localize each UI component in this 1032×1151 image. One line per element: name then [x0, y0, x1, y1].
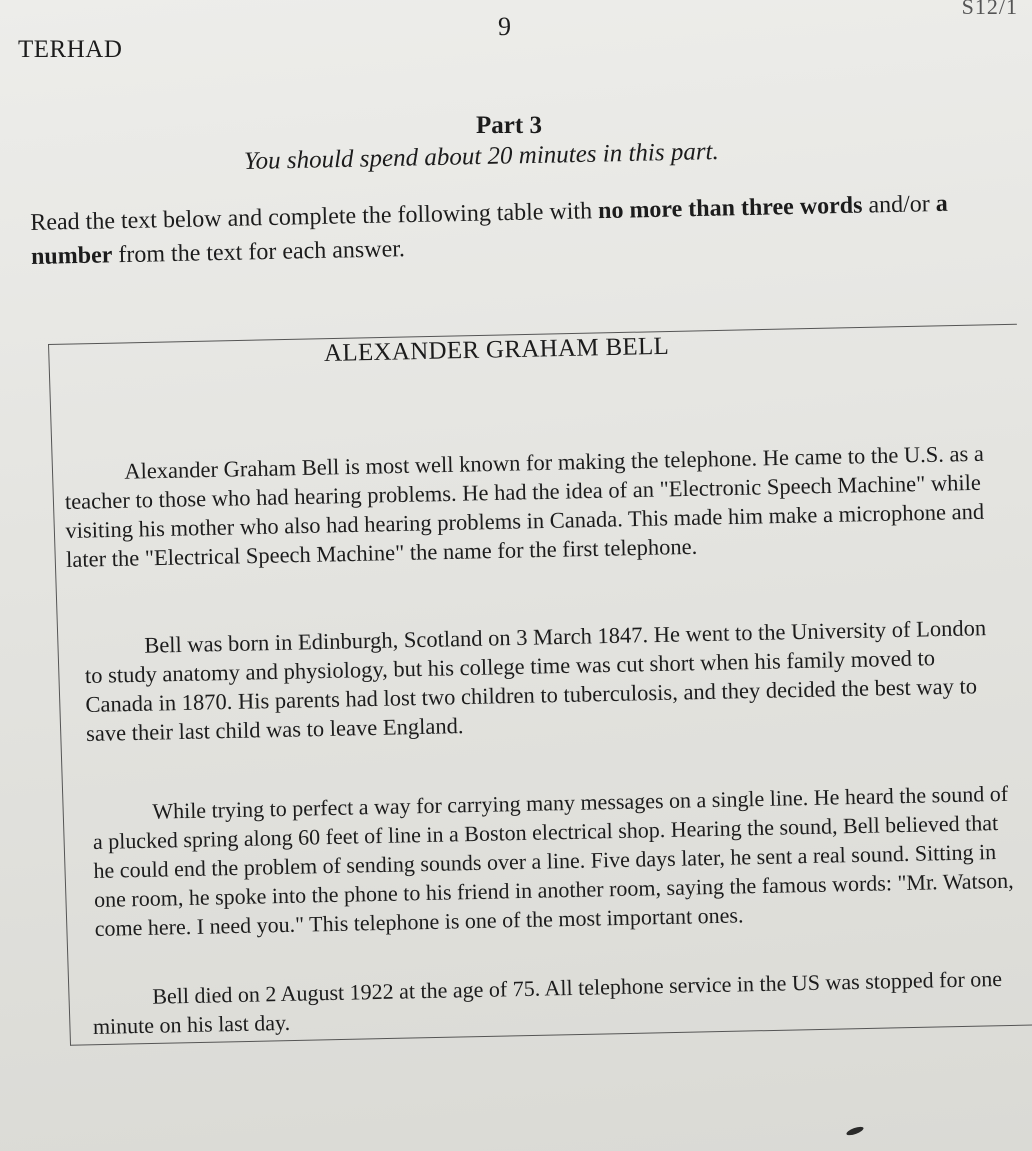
- page-number: 9: [498, 12, 511, 41]
- part-title: Part 3: [476, 112, 542, 139]
- paper-code: S12/1: [961, 0, 1018, 19]
- instruction-text-2: and/or: [862, 191, 937, 219]
- ink-mark: [846, 1125, 865, 1137]
- instruction-bold-1: no more than three words: [597, 192, 863, 225]
- article-paragraph-3: While trying to perfect a way for carrying many messages on a single line. He heard the sound of a plucked spring along 60 feet of line in a Boston electrical shop. Hearing the sound, Bell believed that he could end the problem of sending sounds over a line. Five days later, he sent a real sound. Sitting in one room, he spoke into the phone to his friend in another room, saying the famous words: "Mr. Watson, come here. I need you." This telephone is one of the most important ones.: [92, 780, 1014, 941]
- article-title: ALEXANDER GRAHAM BELL: [323, 332, 670, 367]
- part-time-instruction: You should spend about 20 minutes in this part.: [243, 138, 719, 175]
- task-instruction: [30, 186, 1006, 274]
- article-paragraph-1: Alexander Graham Bell is most well known for making the telephone. He came to the U.S. as a teacher to those who had hearing problems. He had the idea of an "Electronic Speech Machine" while visiting his mother who also had hearing problems in Canada. This made him make a microphone and later the "Electrical Speech Machine" the name for the first telephone.: [64, 440, 985, 572]
- instruction-text-1: Read the text below and complete the following table with: [30, 198, 599, 236]
- instruction-bold-2: a number: [30, 190, 949, 270]
- article-paragraph-4: Bell died on 2 August 1922 at the age of 75. All telephone service in the US was stopped for one minute on his last day.: [92, 965, 1003, 1039]
- classification-label: TERHAD: [18, 36, 123, 63]
- instruction-text-3: from the text for each answer.: [112, 236, 406, 269]
- article-paragraph-2: Bell was born in Edinburgh, Scotland on 3 March 1847. He went to the University of London to study anatomy and physiology, but his college time was cut short when his family moved to Canada in 1870. His parents had lost two children to tuberculosis, and they decided the best way to save their last child was to leave England.: [84, 615, 987, 746]
